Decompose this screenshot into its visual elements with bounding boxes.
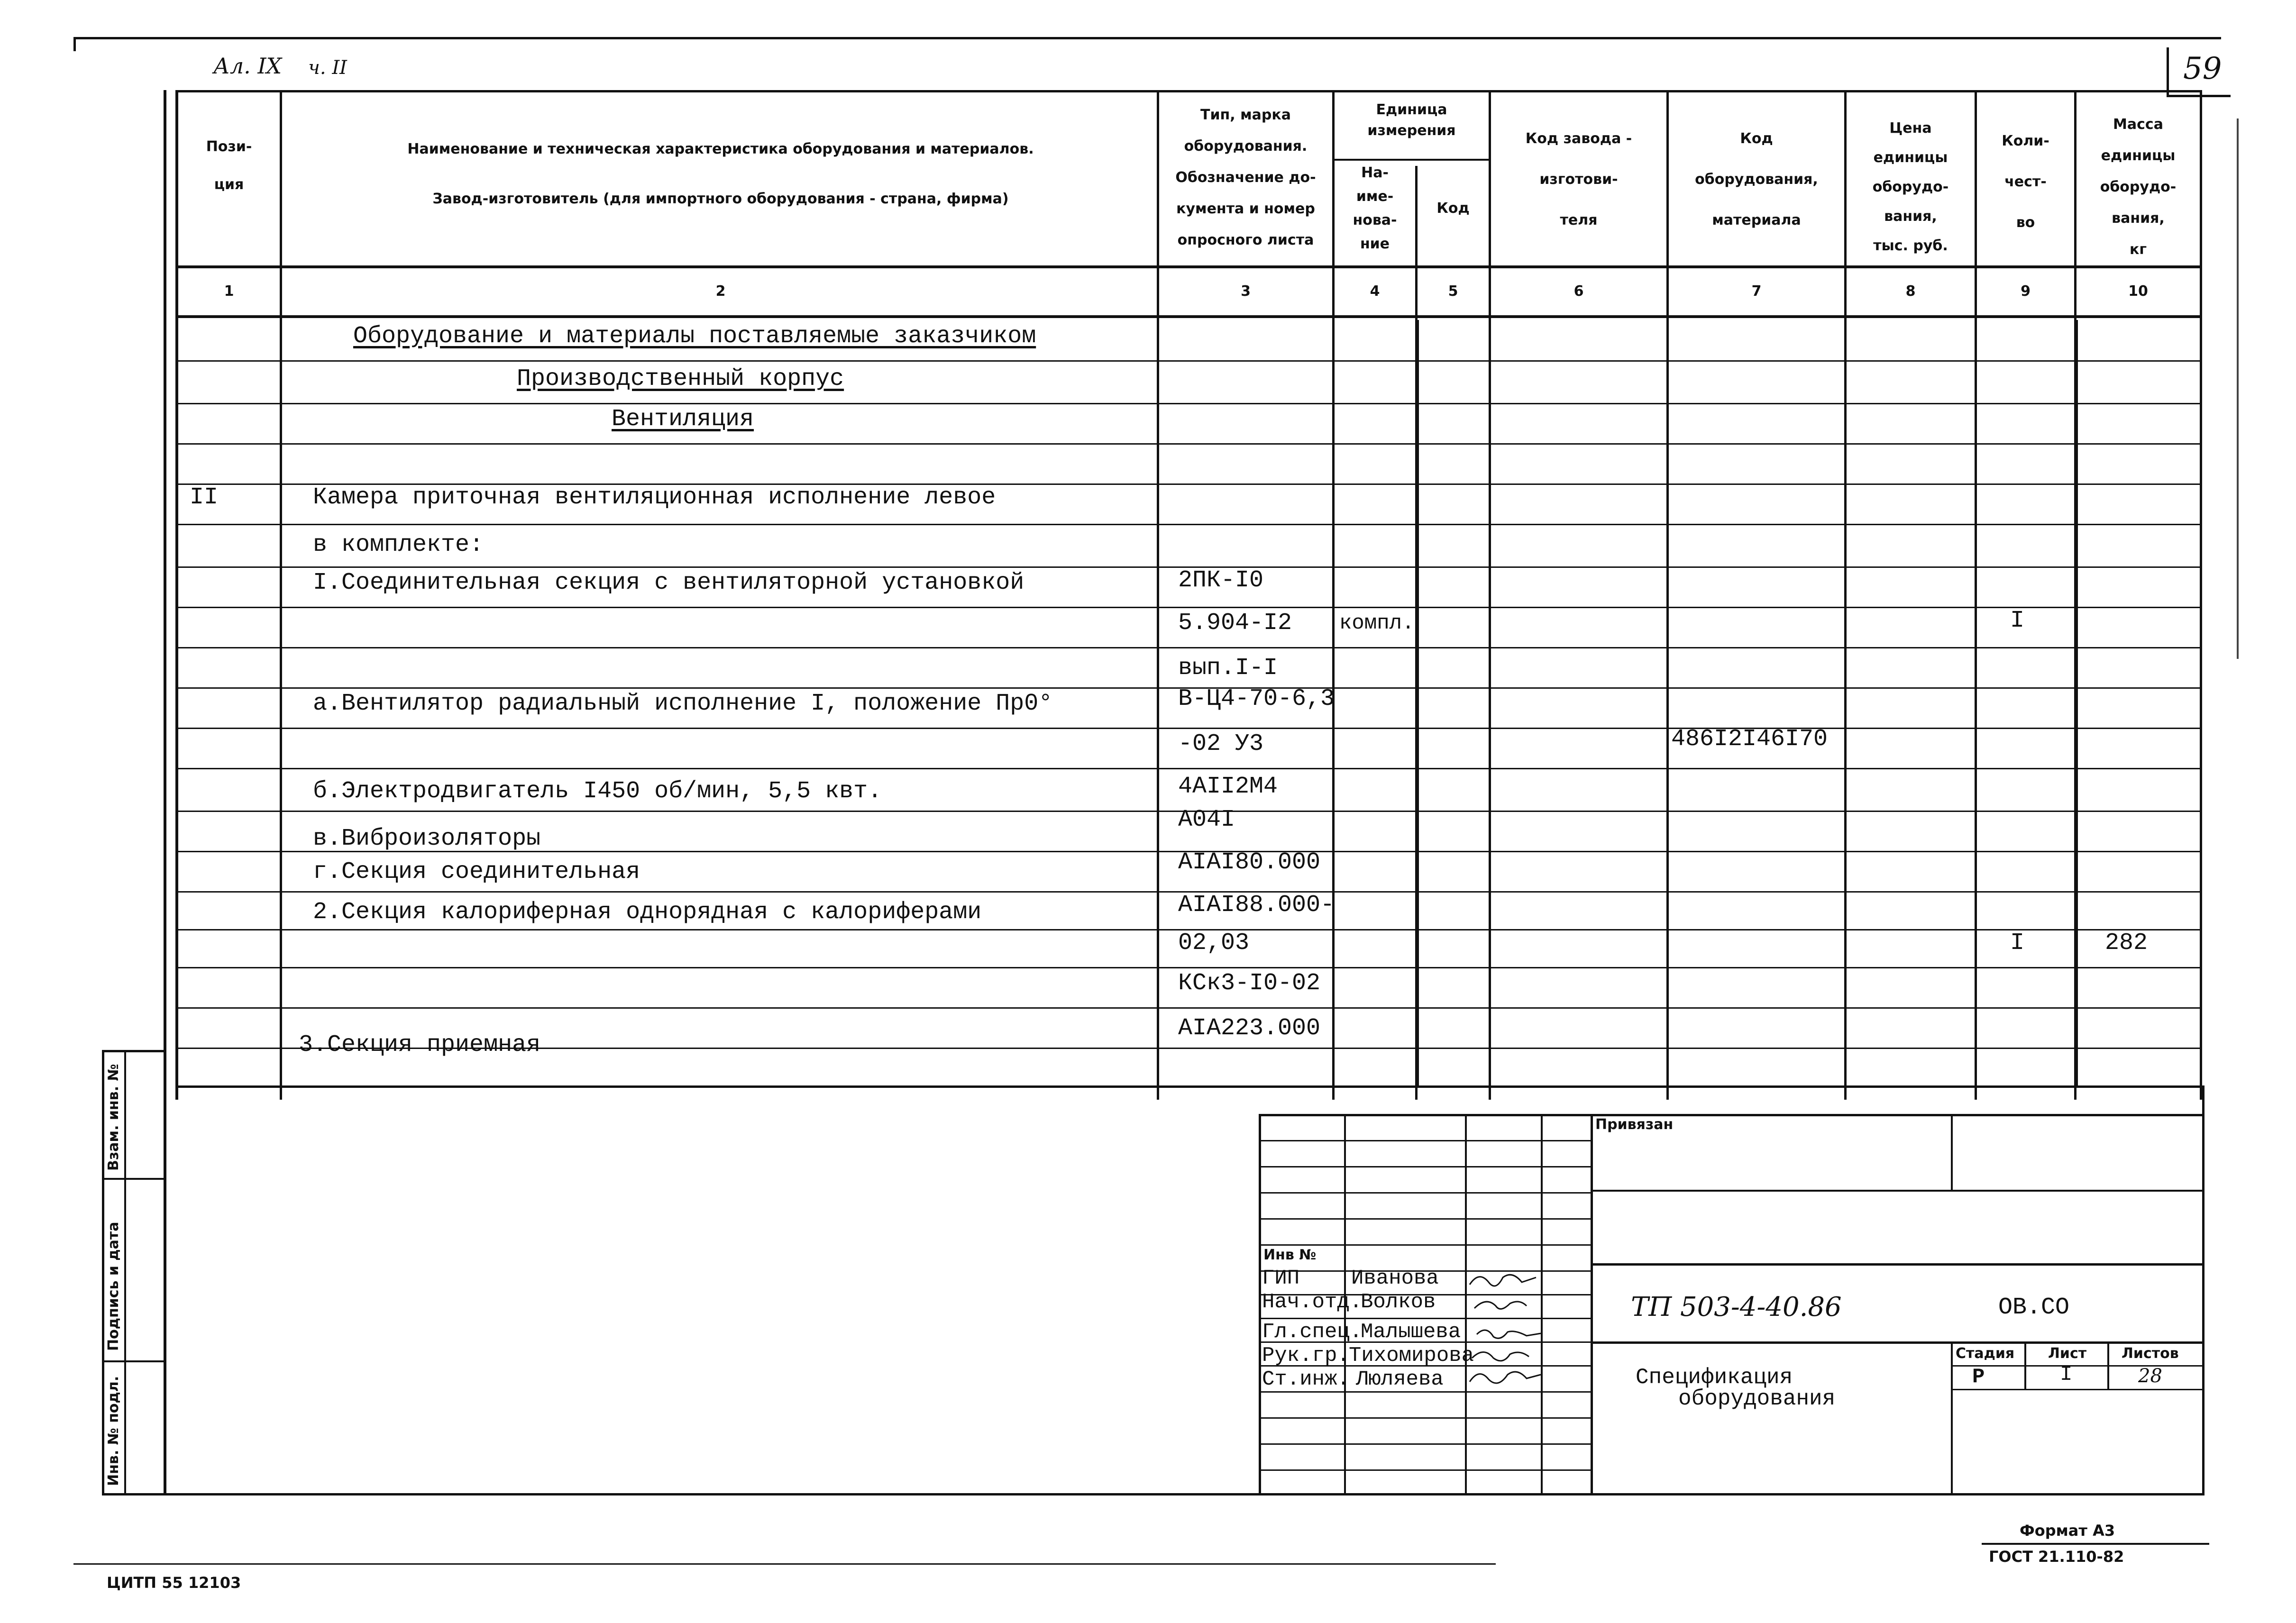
name-lyulyaeva: Люляева xyxy=(1356,1368,1444,1391)
doc-code: ТП 503-4-40.86 xyxy=(1631,1292,1842,1322)
signatures xyxy=(1465,1266,1588,1394)
sheets-label: Листов xyxy=(2122,1345,2179,1362)
role-gip: ГИП xyxy=(1262,1267,1300,1290)
type-02-u3: -02 У3 xyxy=(1178,730,1264,757)
mass-row16: 282 xyxy=(2105,930,2148,957)
col-number-7: 7 xyxy=(1751,283,1762,300)
col-number-6: 6 xyxy=(1573,283,1584,300)
item-heater-section: 2.Секция калориферная однорядная с калориферами xyxy=(313,899,982,926)
name-ivanova: Иванова xyxy=(1351,1267,1439,1290)
type-aia180: АIАI80.000 xyxy=(1178,849,1321,876)
type-5904: 5.904-I2 xyxy=(1178,610,1292,637)
col-number-10: 10 xyxy=(2128,283,2148,300)
role-gl-spec: Гл.спец. xyxy=(1262,1320,1363,1344)
name-volkov: Волков xyxy=(1361,1290,1436,1314)
stage-value: Р xyxy=(1972,1365,1985,1389)
name-malysheva: Малышева xyxy=(1361,1320,1461,1344)
section-title-ventilation: Вентиляция xyxy=(612,406,754,433)
col-number-5: 5 xyxy=(1448,283,1458,300)
item-vibro: в.Виброизоляторы xyxy=(313,825,541,852)
citp-label: ЦИТП 55 12103 xyxy=(107,1574,241,1592)
type-0203: 02,03 xyxy=(1178,930,1250,957)
page-number: 59 xyxy=(2183,51,2222,86)
item-in-set: в комплекте: xyxy=(313,531,484,558)
header-price: Цена единицы оборудо- вания, тыс. руб. xyxy=(1872,120,1949,254)
item-connecting-section-g: г.Секция соединительная xyxy=(313,858,640,885)
header-mass: Масса единицы оборудо- вания, кг xyxy=(2100,116,2177,258)
unit-kompl: компл. xyxy=(1339,611,1415,635)
sheet-label: Лист xyxy=(2048,1345,2087,1362)
item-intake-section: 3.Секция приемная xyxy=(299,1031,541,1058)
header-equipment-code: Код оборудования, материала xyxy=(1695,130,1818,228)
code-fan: 486I2I46I70 xyxy=(1671,726,1828,753)
part-label: ч. II xyxy=(308,57,347,79)
side-inv-orig: Инв. № подл. xyxy=(105,1376,122,1486)
position-number: II xyxy=(190,484,219,511)
inv-no-label: Инв № xyxy=(1263,1247,1317,1263)
header-unit-code: Код xyxy=(1436,200,1470,217)
sheet-code: ОВ.СО xyxy=(1998,1294,2070,1321)
type-2pk: 2ПК-I0 xyxy=(1178,567,1264,594)
type-fan: В-Ц4-70-6,3 xyxy=(1178,685,1335,712)
type-ksk3: КСк3-I0-02 xyxy=(1178,970,1321,997)
side-vzam: Взам. инв. № xyxy=(105,1064,122,1171)
album-label: Ал. IX xyxy=(213,53,282,79)
stage-label: Стадия xyxy=(1956,1345,2015,1362)
format-label: Формат А3 xyxy=(2020,1522,2115,1540)
header-quantity: Коли- чест- во xyxy=(2002,133,2049,231)
header-name-line2: Завод-изготовитель (для импортного оборудования - страна, фирма) xyxy=(432,191,1009,207)
item-connecting-section: I.Соединительная секция с вентиляторной установкой xyxy=(313,569,1025,596)
type-aia223: АIА223.000 xyxy=(1178,1015,1321,1042)
col-number-1: 1 xyxy=(224,283,234,300)
header-unit-group: Единица измерения xyxy=(1367,101,1456,139)
header-position: Пози- ция xyxy=(206,138,252,193)
type-vyp: вып.I-I xyxy=(1178,655,1278,682)
col-number-8: 8 xyxy=(1905,283,1916,300)
role-nach-otd: Нач.отд. xyxy=(1262,1290,1363,1314)
col-number-2: 2 xyxy=(715,283,726,300)
side-sign-date: Подпись и дата xyxy=(105,1222,122,1351)
type-motor: 4АII2М4 xyxy=(1178,773,1278,800)
col-number-4: 4 xyxy=(1370,283,1380,300)
title-line2: оборудования xyxy=(1678,1386,1836,1411)
header-name-line1: Наименование и техническая характеристика оборудования и материалов. xyxy=(407,141,1034,157)
type-vibro: А04I xyxy=(1178,806,1235,833)
item-camera: Камера приточная вентиляционная исполнение левое xyxy=(313,484,996,511)
role-st-inzh: Ст.инж. xyxy=(1262,1368,1350,1391)
sheets-value: 28 xyxy=(2138,1365,2162,1387)
role-ruk-gr: Рук.гр. xyxy=(1262,1344,1350,1368)
header-unit-name: На- име- нова- ние xyxy=(1353,164,1397,252)
gost-label: ГОСТ 21.110-82 xyxy=(1989,1548,2124,1566)
section-title-building: Производственный корпус xyxy=(517,365,844,392)
qty-row8: I xyxy=(2010,607,2025,634)
privyazan-label: Привязан xyxy=(1595,1116,1674,1133)
item-fan: а.Вентилятор радиальный исполнение I, положение Пр0° xyxy=(313,690,1053,717)
col-number-9: 9 xyxy=(2021,283,2031,300)
header-type: Тип, марка оборудования. Обозначение до- кумента и номер опросного листа xyxy=(1175,107,1316,248)
top-border xyxy=(73,37,2221,39)
sheet-value: I xyxy=(2060,1363,2073,1386)
section-title-equipment: Оборудование и материалы поставляемые заказчиком xyxy=(353,323,1036,350)
qty-row16: I xyxy=(2010,930,2025,957)
title-line1: Спецификация xyxy=(1636,1365,1793,1390)
item-motor: б.Электродвигатель I450 об/мин, 5,5 квт. xyxy=(313,778,882,805)
header-maker-code: Код завода - изготови- теля xyxy=(1525,130,1632,228)
type-aia188: АIАI88.000- xyxy=(1178,892,1335,919)
col-number-3: 3 xyxy=(1241,283,1251,300)
name-tikhomirova: Тихомирова xyxy=(1349,1344,1474,1368)
top-left-tick xyxy=(73,37,76,51)
